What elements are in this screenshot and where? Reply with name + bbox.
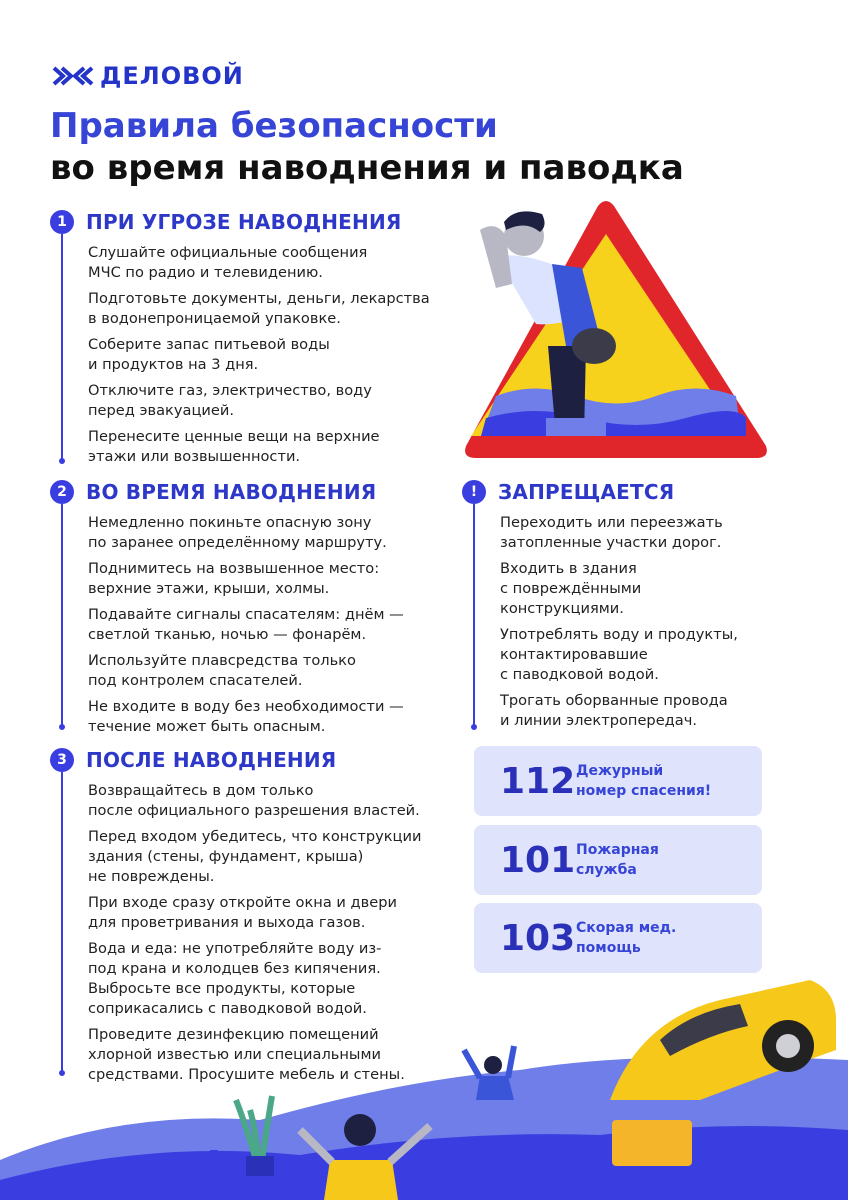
list-item: Соберите запас питьевой воды и продуктов на 3 дня. — [88, 336, 330, 373]
section-number: 1 — [50, 210, 74, 234]
section-divider-line — [61, 504, 63, 726]
list-item: Возвращайтесь в дом только после официального разрешения властей. — [88, 782, 420, 819]
section-divider-line — [61, 234, 63, 460]
list-item: Перед входом убедитесь, что конструкции здания (стены, фундамент, крыша) не повреждены. — [88, 828, 422, 885]
section-forbidden-list — [500, 513, 738, 737]
phone-number: 101 — [500, 839, 576, 881]
phone-label: Дежурный номер спасения! — [576, 763, 712, 799]
list-item: Вода и еда: не употребляйте воду из- под крана и колодцев без кипячения. Выбросьте все продукты, которые соприкасались с паводковой водой. — [88, 940, 382, 1017]
list-item: Перенесите ценные вещи на верхние этажи или возвышенности. — [88, 428, 380, 465]
phone-card-rescue — [474, 746, 762, 816]
list-item: Используйте плавсредства только под контролем спасателей. — [88, 652, 356, 689]
phone-number: 103 — [500, 917, 576, 959]
box-icon — [612, 1120, 692, 1166]
list-item: Входить в здания с повреждёнными конструкциями. — [500, 560, 642, 617]
list-item: Проведите дезинфекцию помещений хлорной известью или специальными средствами. Просушите мебель и стены. — [88, 1026, 405, 1083]
phone-label: Скорая мед. помощь — [576, 920, 677, 956]
list-item: Поднимитесь на возвышенное место: верхние этажи, крыши, холмы. — [88, 560, 380, 597]
list-item: Слушайте официальные сообщения МЧС по радио и телевидению. — [88, 244, 368, 281]
section-title: ЗАПРЕЩАЕТСЯ — [498, 480, 675, 504]
list-item: Трогать оборванные провода и линии электропередач. — [500, 692, 728, 729]
list-item: Подготовьте документы, деньги, лекарства в водонепроницаемой упаковке. — [88, 290, 430, 327]
section-divider-line — [473, 504, 475, 726]
warning-triangle-illustration — [456, 196, 776, 466]
phone-number: 112 — [500, 760, 576, 802]
section-threat-header — [50, 210, 402, 234]
section-forbidden-header — [462, 480, 674, 504]
section-during-list — [88, 513, 404, 743]
section-title: ПРИ УГРОЗЕ НАВОДНЕНИЯ — [86, 210, 402, 234]
flood-illustration — [0, 960, 848, 1200]
list-item: Немедленно покиньте опасную зону по заранее определённому маршруту. — [88, 514, 387, 551]
list-item: При входе сразу откройте окна и двери для проветривания и выхода газов. — [88, 894, 397, 931]
section-during-header — [50, 480, 376, 504]
page-title: Правила безопасности — [50, 106, 498, 146]
section-number: 2 — [50, 480, 74, 504]
page-subtitle: во время наводнения и паводка — [50, 148, 684, 188]
section-number: 3 — [50, 748, 74, 772]
section-threat-list — [88, 243, 430, 473]
brand-mark-icon — [52, 64, 94, 88]
exclamation-icon: ! — [462, 480, 486, 504]
list-item: Переходить или переезжать затопленные участки дорог. — [500, 514, 723, 551]
list-item: Употреблять воду и продукты, контактировавшие с паводковой водой. — [500, 626, 738, 683]
brand-name: ДЕЛОВОЙ — [100, 62, 244, 90]
list-item: Не входите в воду без необходимости — течение может быть опасным. — [88, 698, 404, 735]
phone-card-fire — [474, 825, 762, 895]
list-item: Отключите газ, электричество, воду перед эвакуацией. — [88, 382, 372, 419]
section-after-header — [50, 748, 336, 772]
brand-logo — [52, 62, 244, 90]
phone-label: Пожарная служба — [576, 842, 659, 878]
list-item: Подавайте сигналы спасателям: днём — светлой тканью, ночью — фонарём. — [88, 606, 404, 643]
section-title: ПОСЛЕ НАВОДНЕНИЯ — [86, 748, 337, 772]
section-title: ВО ВРЕМЯ НАВОДНЕНИЯ — [86, 480, 377, 504]
